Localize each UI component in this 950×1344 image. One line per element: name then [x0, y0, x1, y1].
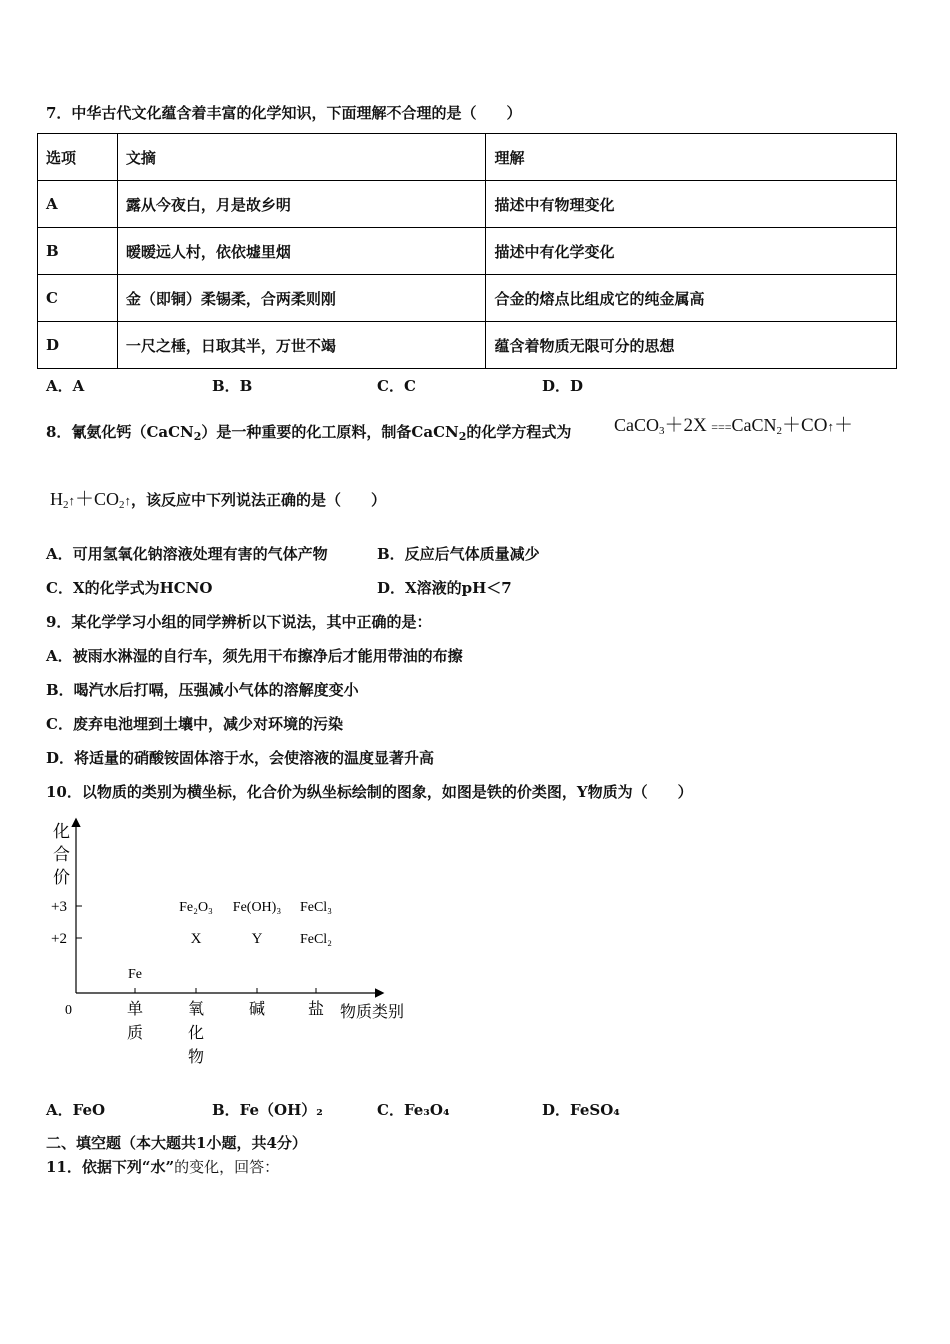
q8-option-b[interactable]: B．反应后气体质量减少	[377, 545, 540, 563]
y-axis-label-char: 化	[53, 822, 70, 841]
eq-up-arrow-co2: ↑	[124, 493, 132, 508]
q8-stem-text3: 的化学方程式为	[466, 423, 572, 441]
x-category-label-char: 盐	[307, 1001, 325, 1018]
q10-option-b[interactable]: B．Fe（OH）₂	[212, 1101, 323, 1119]
q10-option-d[interactable]: D．FeSO₄	[542, 1101, 620, 1119]
x-axis-label: 物质类别	[340, 1004, 405, 1021]
x-category-label-char: 单	[126, 1001, 144, 1018]
question-10-stem: 10．以物质的类别为横坐标，化合价为纵坐标绘制的图象，如图是铁的价类图，Y物质为（ ）	[46, 783, 693, 801]
q8-option-a[interactable]: A．可用氢氧化钠溶液处理有害的气体产物	[46, 545, 328, 563]
q7-option-b[interactable]: B．B	[212, 377, 253, 395]
data-point-label: FeCl₂	[299, 932, 333, 947]
table-cell: A	[38, 181, 118, 228]
x-category-label-char: 化	[187, 1025, 205, 1042]
table-header-cell: 文摘	[117, 134, 486, 181]
table-row	[38, 181, 897, 228]
eq-co2: $CO_2$	[94, 489, 125, 511]
eq-plus-co: ＋CO	[782, 415, 828, 436]
eq-up-arrow: ↑	[827, 419, 834, 434]
table-cell: 描述中有化学变化	[486, 228, 897, 275]
q8-stem-sub2: 2	[458, 430, 467, 443]
q9-option-b[interactable]: B．喝汽水后打嗝，压强减小气体的溶解度变小	[46, 681, 359, 699]
q10-option-c[interactable]: C．Fe₃O₄	[377, 1101, 450, 1119]
q8-stem-tail: ，该反应中下列说法正确的是（ ）	[131, 491, 387, 509]
data-point-label: Fe(OH)₃	[232, 900, 282, 915]
q9-option-c[interactable]: C．废弃电池埋到土壤中，减少对环境的污染	[46, 715, 343, 733]
q8-option-c[interactable]: C．X的化学式为HCNO	[46, 579, 213, 597]
q10-option-a[interactable]: A．FeO	[46, 1101, 106, 1119]
x-category-label-char: 碱	[248, 1001, 266, 1018]
table-cell: B	[38, 228, 118, 275]
table-cell: 蕴含着物质无限可分的思想	[486, 322, 897, 369]
data-point-label: Fe	[128, 967, 142, 982]
eq-plus2: ＋	[75, 489, 95, 510]
y-tick-label: +2	[51, 931, 67, 947]
y-tick-label: +3	[51, 899, 67, 915]
eq-h2: $H_2$	[50, 489, 69, 511]
question-7-table	[37, 133, 897, 369]
eq-up-arrow-h2: ↑	[68, 493, 75, 508]
q9-option-a[interactable]: A．被雨水淋湿的自行车，须先用干布擦净后才能用带油的布擦	[46, 647, 463, 665]
q11-stem-bold: 11．依据下列“水”	[46, 1158, 175, 1176]
q8-equation-line1	[614, 410, 853, 437]
q9-option-d[interactable]: D．将适量的硝酸铵固体溶于水，会使溶液的温度显著升高	[46, 749, 435, 767]
data-point-label: Y	[251, 931, 263, 947]
table-row	[38, 275, 897, 322]
table-row	[38, 228, 897, 275]
eq-cacn2: CaCN$_2$	[731, 415, 783, 437]
table-cell: D	[38, 322, 118, 369]
table-cell: 一尺之棰，日取其半，万世不竭	[117, 322, 486, 369]
q8-option-d[interactable]: D．X溶液的pH＜7	[377, 579, 512, 597]
table-header-row	[38, 134, 897, 181]
q8-stem-text2: ）是一种重要的化工原料，制备CaCN	[201, 423, 459, 441]
data-point-label: Fe₂O₃	[179, 900, 213, 915]
table-cell: 合金的熔点比组成它的纯金属高	[486, 275, 897, 322]
eq-equals: ===	[711, 420, 732, 434]
section-2-title: 二、填空题（本大题共1小题，共4分）	[46, 1134, 307, 1152]
x-category-label-char: 物	[187, 1049, 205, 1066]
table-cell: 露从今夜白，月是故乡明	[117, 181, 486, 228]
table-cell: 暧暧远人村，依依墟里烟	[117, 228, 486, 275]
q8-stem-sub: 2	[193, 430, 202, 443]
x-category-label-char: 氧	[187, 1001, 205, 1018]
iron-valence-category-chart	[0, 810, 440, 1075]
eq-plus-2x: ＋2X	[664, 415, 707, 436]
table-cell: 描述中有物理变化	[486, 181, 897, 228]
q7-option-d[interactable]: D．D	[542, 377, 584, 395]
y-axis-label-char: 合	[53, 845, 70, 864]
table-cell: 金（即铜）柔锡柔，合两柔则刚	[117, 275, 486, 322]
data-point-label: FeCl₃	[299, 900, 333, 915]
question-7-stem: 7．中华古代文化蕴含着丰富的化学知识，下面理解不合理的是（ ）	[46, 104, 522, 122]
eq-caco3: CaCO$_3$	[614, 415, 665, 437]
table-header-cell: 理解	[486, 134, 897, 181]
eq-plus: ＋	[833, 415, 853, 436]
table-cell: C	[38, 275, 118, 322]
q11-stem-normal: 的变化，回答：	[174, 1158, 280, 1176]
question-9-stem: 9．某化学学习小组的同学辨析以下说法，其中正确的是：	[46, 613, 432, 631]
q7-option-c[interactable]: C．C	[377, 377, 416, 395]
question-8-stem	[46, 421, 571, 443]
y-axis-label-char: 价	[53, 868, 70, 887]
origin-label: 0	[65, 1003, 72, 1018]
q8-stem-text: 8．氰氨化钙（CaCN	[46, 423, 194, 441]
x-category-label-char: 质	[126, 1025, 144, 1042]
table-header-cell: 选项	[38, 134, 118, 181]
table-row	[38, 322, 897, 369]
data-point-label: X	[190, 931, 202, 947]
question-11-stem	[46, 1156, 279, 1177]
q7-option-a[interactable]: A．A	[46, 377, 85, 395]
q8-equation-line2	[50, 484, 386, 511]
